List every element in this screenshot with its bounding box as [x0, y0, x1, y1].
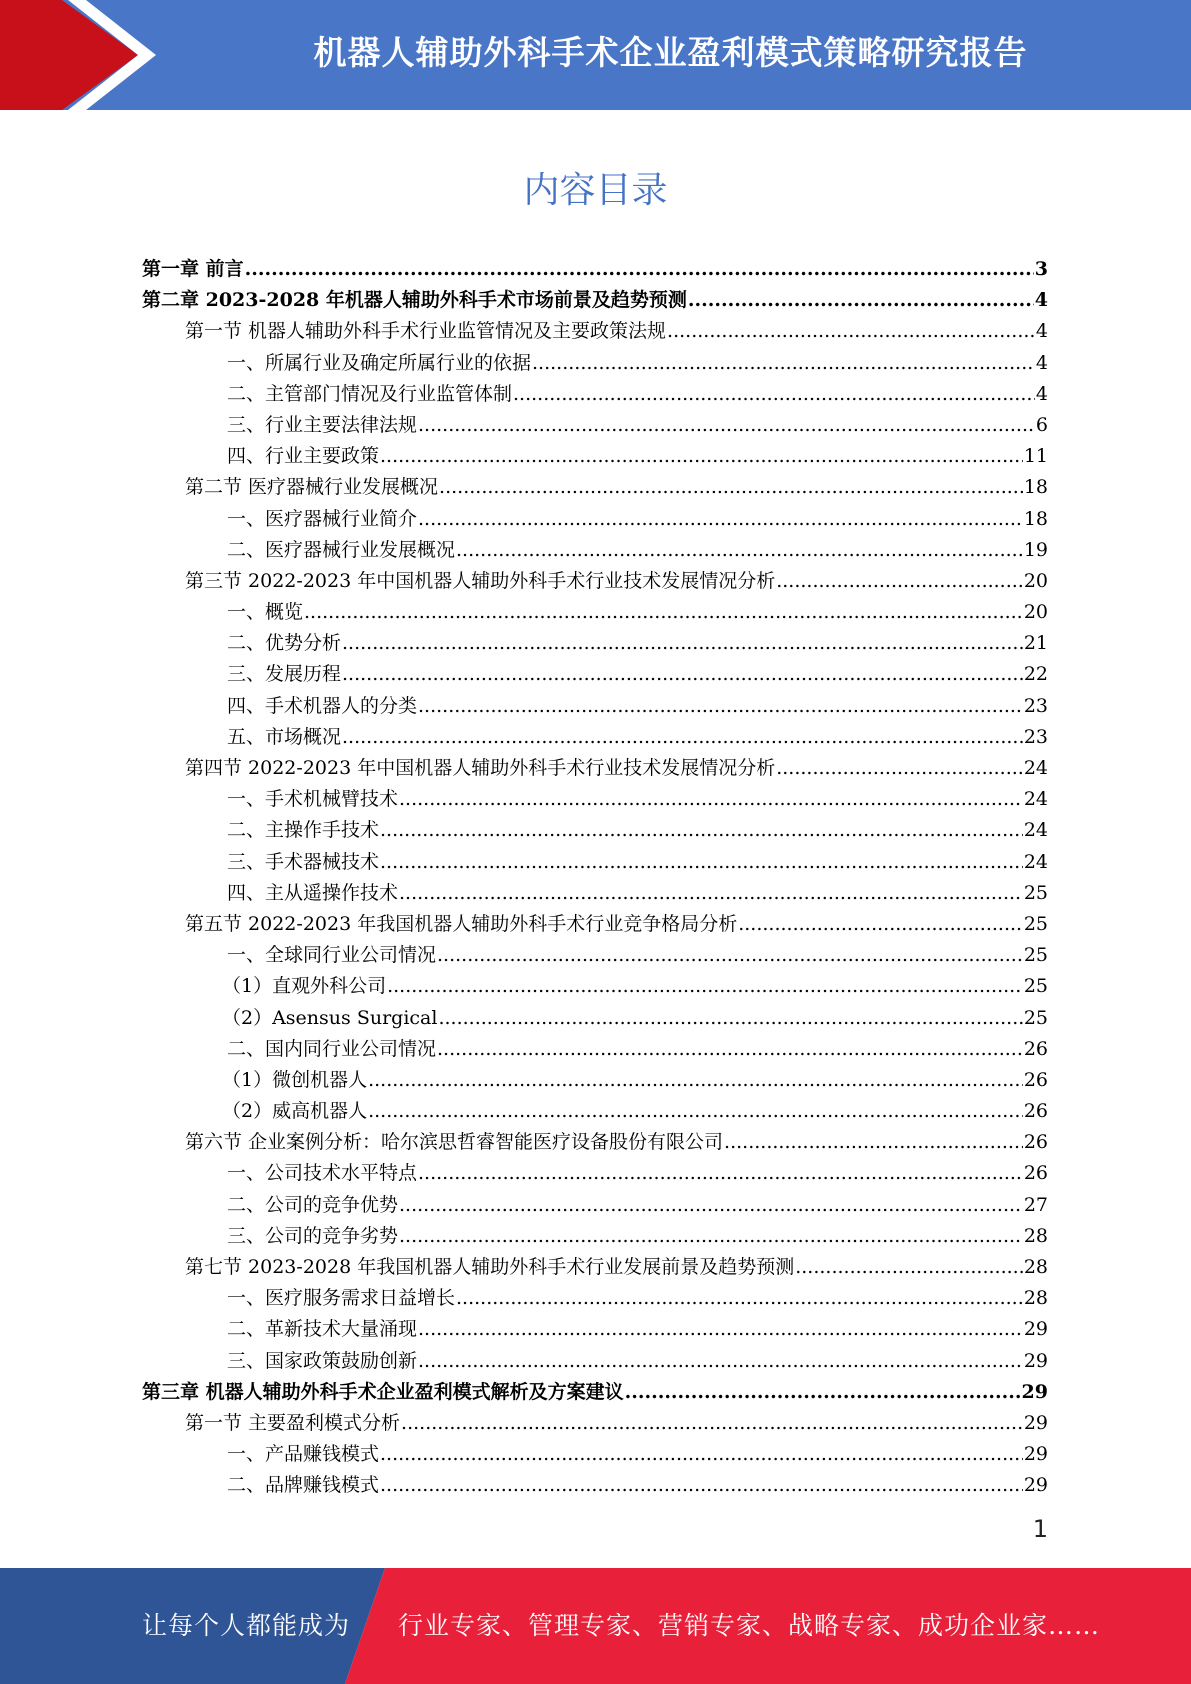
toc-entry-page: 3 — [1034, 258, 1048, 280]
toc-entry-label: 第七节 2023-2028 年我国机器人辅助外科手术行业发展前景及趋势预测 — [185, 1256, 795, 1278]
toc-entry-label: 第三章 机器人辅助外科手术企业盈利模式解析及方案建议 — [142, 1380, 624, 1403]
toc-entry-label: 二、革新技术大量涌现 — [227, 1318, 418, 1341]
toc-dot-leader — [380, 819, 1023, 841]
toc-entry-page: 25 — [1023, 1006, 1048, 1029]
toc-entry-label: 一、手术机械臂技术 — [227, 788, 399, 811]
toc-entry-page: 19 — [1023, 538, 1048, 561]
toc-entry[interactable] — [142, 348, 1048, 379]
toc-entry-page: 26 — [1023, 1100, 1048, 1123]
toc-entry-page: 25 — [1023, 881, 1048, 904]
toc-entry-label: 四、主从遥操作技术 — [227, 881, 399, 904]
toc-entry[interactable] — [142, 1096, 1048, 1127]
toc-entry[interactable] — [142, 628, 1048, 659]
toc-entry[interactable] — [142, 1439, 1048, 1470]
toc-entry[interactable] — [142, 410, 1048, 441]
toc-entry-label: （2）威高机器人 — [222, 1100, 368, 1123]
toc-entry[interactable] — [142, 659, 1048, 690]
toc-dot-leader — [380, 445, 1023, 467]
toc-entry-label: 第二章 2023-2028 年机器人辅助外科手术市场前景及趋势预测 — [142, 289, 687, 312]
toc-entry-label: 三、国家政策鼓励创新 — [227, 1349, 418, 1372]
toc-entry[interactable] — [142, 1127, 1048, 1158]
footer-slogan-left: 让每个人都能成为 — [142, 1611, 351, 1640]
table-of-contents — [142, 254, 1048, 1502]
toc-entry-label: 二、国内同行业公司情况 — [227, 1037, 437, 1060]
toc-entry-page: 29 — [1021, 1380, 1048, 1403]
toc-entry-label: 四、手术机器人的分类 — [227, 694, 418, 717]
toc-entry-label: 一、所属行业及确定所属行业的依据 — [227, 351, 532, 374]
toc-entry[interactable] — [142, 722, 1048, 753]
toc-dot-leader — [245, 258, 1034, 280]
toc-entry-label: 二、公司的竞争优势 — [227, 1193, 399, 1216]
toc-entry[interactable] — [142, 909, 1048, 940]
toc-entry[interactable] — [142, 847, 1048, 878]
toc-entry-label: 第六节 企业案例分析：哈尔滨思哲睿智能医疗设备股份有限公司 — [185, 1131, 724, 1154]
toc-entry-page: 4 — [1035, 351, 1048, 374]
toc-dot-leader — [437, 944, 1023, 966]
toc-entry-label: 一、产品赚钱模式 — [227, 1443, 380, 1466]
toc-entry-page: 18 — [1023, 507, 1048, 530]
toc-entry-label: 二、医疗器械行业发展概况 — [227, 538, 456, 561]
footer-slogan-right: 行业专家、管理专家、营销专家、战略专家、成功企业家…… — [398, 1611, 1101, 1640]
toc-entry[interactable] — [142, 691, 1048, 722]
toc-entry-label: 第二节 医疗器械行业发展概况 — [185, 476, 439, 499]
toc-entry[interactable] — [142, 784, 1048, 815]
toc-dot-leader — [438, 1007, 1022, 1029]
toc-dot-leader — [724, 1131, 1023, 1153]
toc-entry[interactable] — [142, 1377, 1048, 1408]
toc-dot-leader — [738, 913, 1023, 935]
toc-entry[interactable] — [142, 379, 1048, 410]
toc-dot-leader — [418, 1162, 1023, 1184]
toc-entry[interactable] — [142, 753, 1048, 784]
toc-entry-page: 26 — [1023, 1037, 1048, 1060]
toc-entry-label: 三、行业主要法律法规 — [227, 413, 418, 436]
toc-entry-label: 一、公司技术水平特点 — [227, 1162, 418, 1185]
toc-entry-label: 一、概览 — [227, 601, 304, 624]
toc-entry-label: （1）微创机器人 — [222, 1068, 368, 1091]
toc-entry[interactable] — [142, 472, 1048, 503]
toc-entry-label: 三、公司的竞争劣势 — [227, 1224, 399, 1247]
toc-entry-page: 28 — [1023, 1287, 1048, 1310]
toc-dot-leader — [513, 383, 1035, 405]
toc-entry-label: 第四节 2022-2023 年中国机器人辅助外科手术行业技术发展情况分析 — [185, 757, 776, 779]
toc-entry[interactable] — [142, 878, 1048, 909]
toc-entry-page: 26 — [1023, 1162, 1048, 1185]
toc-entry-page: 24 — [1023, 788, 1048, 811]
toc-entry-page: 18 — [1023, 476, 1048, 499]
toc-entry-page: 21 — [1023, 632, 1048, 655]
toc-dot-leader — [368, 1100, 1023, 1122]
toc-entry[interactable] — [142, 1470, 1048, 1501]
toc-entry-page: 22 — [1023, 663, 1048, 686]
toc-dot-leader — [387, 975, 1023, 997]
toc-dot-leader — [380, 1443, 1023, 1465]
toc-entry-page: 28 — [1023, 1256, 1048, 1278]
toc-entry-label: 一、医疗服务需求日益增长 — [227, 1287, 456, 1310]
toc-dot-leader — [342, 663, 1023, 685]
toc-entry-page: 26 — [1023, 1068, 1048, 1091]
toc-dot-leader — [418, 1318, 1023, 1340]
toc-entry[interactable] — [142, 535, 1048, 566]
toc-entry-page: 28 — [1023, 1224, 1048, 1247]
toc-entry[interactable] — [142, 254, 1048, 285]
toc-entry-label: （1）直观外科公司 — [222, 975, 387, 998]
toc-entry[interactable] — [142, 504, 1048, 535]
toc-entry[interactable] — [142, 316, 1048, 347]
toc-entry-page: 24 — [1023, 819, 1048, 842]
toc-entry[interactable] — [142, 1221, 1048, 1252]
toc-dot-leader — [456, 1287, 1023, 1309]
toc-dot-leader — [399, 882, 1023, 904]
toc-dot-leader — [380, 851, 1023, 873]
toc-entry-page: 20 — [1023, 569, 1048, 592]
toc-entry[interactable] — [142, 1283, 1048, 1314]
toc-dot-leader — [399, 1194, 1023, 1216]
toc-entry-label: 第一节 主要盈利模式分析 — [185, 1411, 401, 1434]
toc-entry[interactable] — [142, 441, 1048, 472]
toc-entry-label: 三、发展历程 — [227, 663, 342, 686]
toc-entry-label: 第三节 2022-2023 年中国机器人辅助外科手术行业技术发展情况分析 — [185, 569, 776, 592]
report-title: 机器人辅助外科手术企业盈利模式策略研究报告 — [313, 33, 1028, 72]
toc-dot-leader — [688, 289, 1034, 311]
toc-entry-label: 二、主操作手技术 — [227, 819, 380, 842]
toc-dot-leader — [418, 508, 1023, 530]
toc-entry-label: 第一章 前言 — [142, 258, 244, 280]
toc-entry-label: 一、医疗器械行业简介 — [227, 507, 418, 530]
toc-entry[interactable] — [142, 1190, 1048, 1221]
toc-entry-label: 四、行业主要政策 — [227, 445, 380, 468]
toc-entry-page: 25 — [1023, 944, 1048, 967]
toc-entry-page: 25 — [1023, 912, 1048, 935]
toc-dot-leader — [304, 601, 1023, 623]
toc-entry[interactable] — [142, 815, 1048, 846]
toc-entry[interactable] — [142, 1034, 1048, 1065]
toc-entry-label: （2）Asensus Surgical — [222, 1006, 438, 1029]
toc-dot-leader — [401, 1412, 1023, 1434]
toc-entry-page: 20 — [1023, 601, 1048, 624]
toc-entry-page: 29 — [1023, 1474, 1048, 1497]
toc-dot-leader — [418, 695, 1023, 717]
toc-entry-label: 第五节 2022-2023 年我国机器人辅助外科手术行业竞争格局分析 — [185, 912, 738, 935]
toc-dot-leader — [439, 476, 1023, 498]
toc-entry[interactable] — [142, 1408, 1048, 1439]
toc-entry-page: 26 — [1023, 1131, 1048, 1154]
toc-dot-leader — [368, 1069, 1023, 1091]
page-footer — [0, 1568, 1191, 1684]
toc-entry[interactable] — [142, 1346, 1048, 1377]
toc-entry[interactable] — [142, 597, 1048, 628]
toc-dot-leader — [795, 1256, 1023, 1278]
toc-dot-leader — [418, 414, 1035, 436]
toc-entry-label: 第一节 机器人辅助外科手术行业监管情况及主要政策法规 — [185, 320, 667, 343]
toc-entry-page: 11 — [1023, 445, 1048, 468]
toc-dot-leader — [342, 632, 1023, 654]
toc-entry[interactable] — [142, 1314, 1048, 1345]
page-number: 1 — [1032, 1515, 1048, 1543]
toc-entry-page: 23 — [1023, 725, 1048, 748]
page-header — [0, 0, 1191, 110]
toc-entry[interactable] — [142, 971, 1048, 1002]
toc-dot-leader — [437, 1038, 1023, 1060]
toc-entry-page: 29 — [1023, 1411, 1048, 1434]
toc-dot-leader — [418, 1350, 1023, 1372]
toc-dot-leader — [532, 352, 1035, 374]
toc-entry[interactable] — [142, 1065, 1048, 1096]
toc-heading: 内容目录 — [523, 170, 668, 211]
toc-entry-label: 一、全球同行业公司情况 — [227, 944, 437, 967]
toc-entry-label: 二、品牌赚钱模式 — [227, 1474, 380, 1497]
toc-entry[interactable] — [142, 1158, 1048, 1189]
toc-entry-page: 29 — [1023, 1318, 1048, 1341]
toc-entry-page: 6 — [1035, 413, 1048, 436]
toc-entry-page: 4 — [1035, 382, 1048, 405]
toc-entry-page: 25 — [1023, 975, 1048, 998]
toc-entry-page: 23 — [1023, 694, 1048, 717]
toc-entry-page: 29 — [1023, 1443, 1048, 1466]
toc-entry-label: 三、手术器械技术 — [227, 850, 380, 873]
toc-dot-leader — [342, 726, 1023, 748]
toc-entry-page: 27 — [1023, 1193, 1048, 1216]
toc-entry-label: 二、主管部门情况及行业监管体制 — [227, 382, 513, 405]
toc-dot-leader — [625, 1381, 1021, 1403]
toc-entry[interactable] — [142, 285, 1048, 316]
toc-dot-leader — [667, 320, 1035, 342]
toc-entry-page: 29 — [1023, 1349, 1048, 1372]
toc-dot-leader — [399, 1225, 1023, 1247]
toc-entry[interactable] — [142, 1252, 1048, 1283]
toc-entry[interactable] — [142, 940, 1048, 971]
toc-entry-label: 二、优势分析 — [227, 632, 342, 655]
toc-entry-page: 4 — [1035, 320, 1048, 343]
toc-dot-leader — [380, 1474, 1023, 1496]
toc-dot-leader — [399, 788, 1023, 810]
toc-entry-page: 24 — [1023, 757, 1048, 779]
toc-dot-leader — [456, 539, 1023, 561]
toc-dot-leader — [776, 757, 1023, 779]
toc-entry[interactable] — [142, 1003, 1048, 1034]
toc-entry-label: 五、市场概况 — [227, 725, 342, 748]
toc-entry[interactable] — [142, 566, 1048, 597]
toc-entry-page: 24 — [1023, 850, 1048, 873]
toc-dot-leader — [776, 570, 1023, 592]
toc-entry-page: 4 — [1034, 289, 1048, 312]
